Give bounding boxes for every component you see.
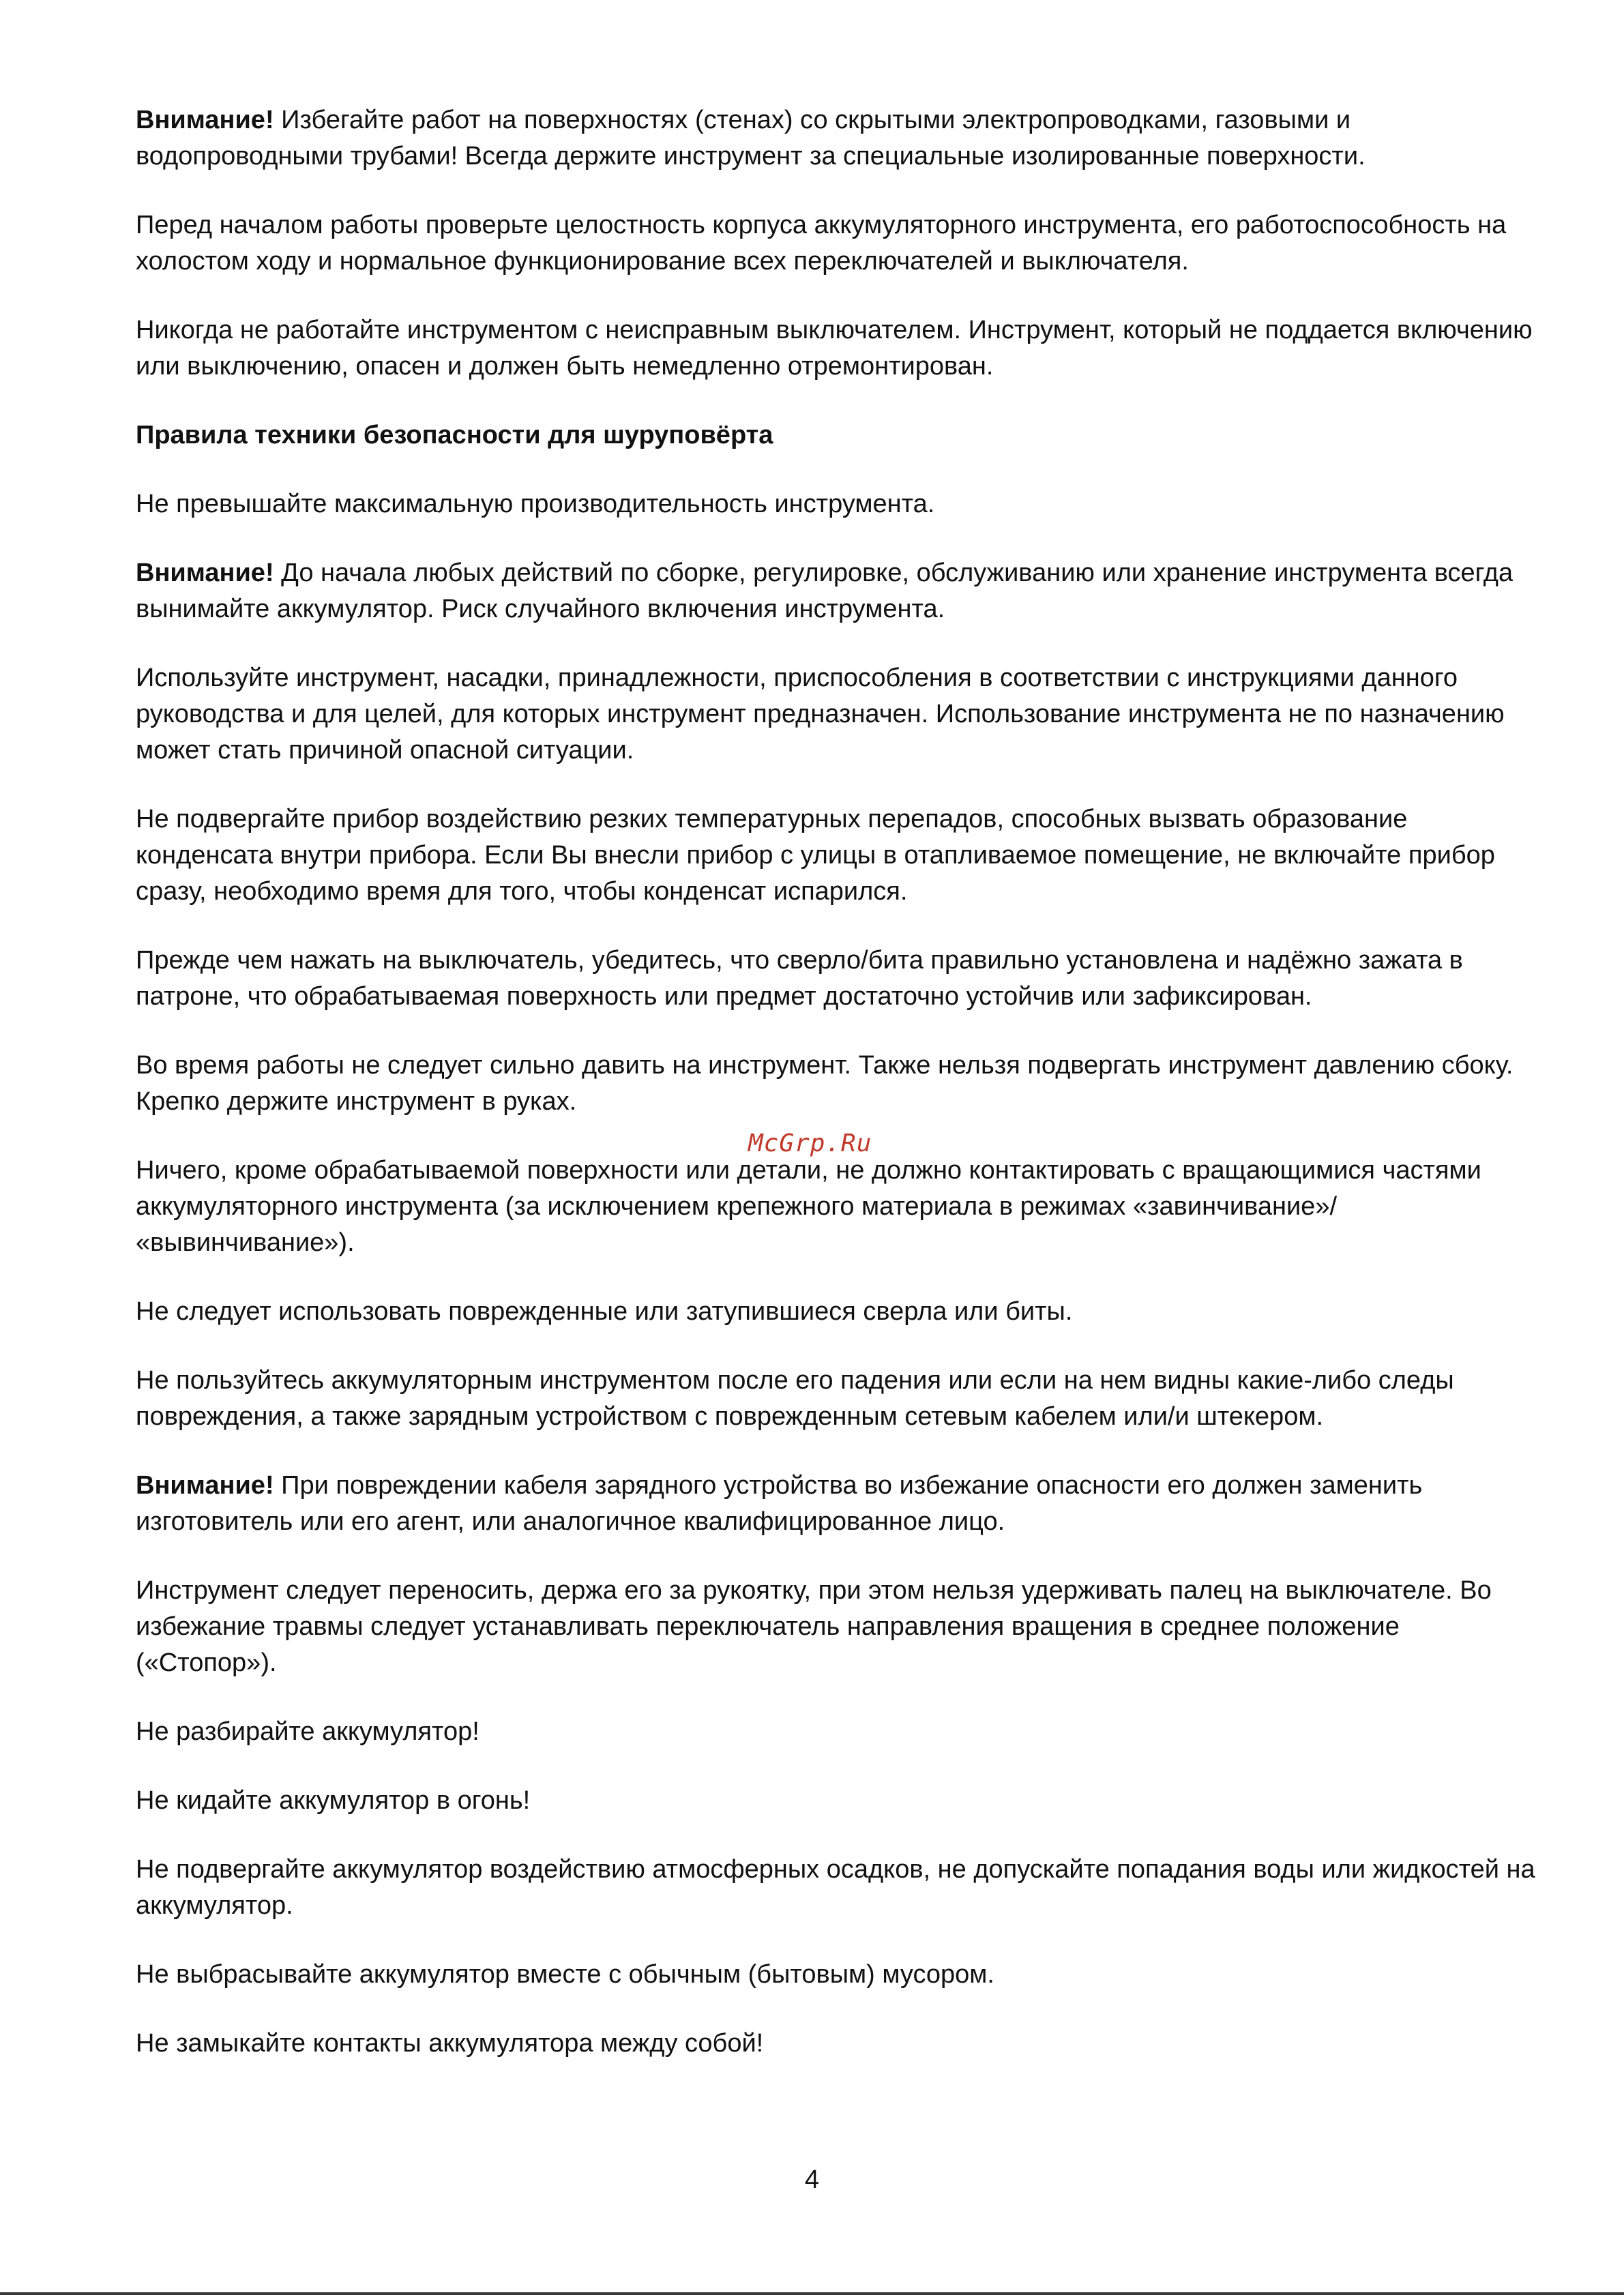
warning-label: Внимание! <box>136 559 274 587</box>
paragraph-text: Не следует использовать поврежденные или затупившиеся сверла или биты. <box>136 1297 1073 1326</box>
paragraph-text: Не пользуйтесь аккумуляторным инструментом после его падения или если на нем видны какие-либо следы повреждения, а также зарядным устройством с поврежденным сетевым кабелем или/и штекером. <box>136 1366 1454 1431</box>
paragraph-condensation <box>136 801 1541 910</box>
paragraph-warning-remove-battery <box>136 555 1541 627</box>
paragraph-faulty-switch <box>136 312 1541 385</box>
paragraph-text: Не подвергайте прибор воздействию резких температурных перепадов, способных вызвать образование конденсата внутри прибора. Если Вы внесли прибор с улицы в отапливаемое помещение, не включайте прибор сразу, необходимо время для того, чтобы конденсат испарился. <box>136 805 1495 906</box>
bottom-divider <box>0 2292 1624 2295</box>
paragraph-rotating-parts <box>136 1153 1541 1261</box>
paragraph-carry-tool <box>136 1573 1541 1681</box>
paragraph-text: Не замыкайте контакты аккумулятора между собой! <box>136 2029 764 2058</box>
paragraph-intended-use <box>136 660 1541 769</box>
paragraph-after-drop <box>136 1363 1541 1435</box>
warning-label: Внимание! <box>136 106 274 134</box>
paragraph-text: Перед началом работы проверьте целостность корпуса аккумуляторного инструмента, его работоспособность на холостом ходу и нормальное функционирование всех переключателей и выключателя. <box>136 211 1507 276</box>
paragraph-text: Во время работы не следует сильно давить на инструмент. Также нельзя подвергать инструмент давлению сбоку. Крепко держите инструмент в руках. <box>136 1051 1514 1116</box>
paragraph-text: Не выбрасывайте аккумулятор вместе с обычным (бытовым) мусором. <box>136 1960 994 1989</box>
page-number: 4 <box>804 2165 820 2194</box>
paragraph-check-housing <box>136 207 1541 280</box>
paragraph-no-moisture <box>136 1852 1541 1924</box>
paragraph-text: Не подвергайте аккумулятор воздействию атмосферных осадков, не допускайте попадания воды или жидкостей на аккумулятор. <box>136 1855 1535 1920</box>
paragraph-text: Инструмент следует переносить, держа его за рукоятку, при этом нельзя удерживать палец на выключателе. Во избежание травмы следует устанавливать переключатель направления вращения в среднее положение («Стопор»). <box>136 1576 1492 1677</box>
paragraph-text: Не превышайте максимальную производительность инструмента. <box>136 490 935 518</box>
page-content <box>136 102 1541 2094</box>
paragraph-disposal <box>136 1957 1541 1993</box>
paragraph-damaged-bits <box>136 1294 1541 1330</box>
paragraph-no-fire <box>136 1783 1541 1819</box>
paragraph-text: Не кидайте аккумулятор в огонь! <box>136 1786 531 1815</box>
paragraph-text: До начала любых действий по сборке, регулировке, обслуживанию или хранение инструмента всегда вынимайте аккумулятор. Риск случайного включения инструмента. <box>136 559 1514 623</box>
paragraph-text: При повреждении кабеля зарядного устройства во избежание опасности его должен заменить изготовитель или его агент, или аналогичное квалифицированное лицо. <box>136 1471 1423 1536</box>
paragraph-text: Прежде чем нажать на выключатель, убедитесь, что сверло/бита правильно установлена и надёжно зажата в патроне, что обрабатываемая поверхность или предмет достаточно устойчив или зафиксирован. <box>136 946 1463 1011</box>
paragraph-text: Избегайте работ на поверхностях (стенах) со скрытыми электропроводками, газовыми и водопроводными трубами! Всегда держите инструмент за специальные изолированные поверхности. <box>136 106 1365 171</box>
paragraph-text: Не разбирайте аккумулятор! <box>136 1717 479 1746</box>
paragraph-text: Никогда не работайте инструментом с неисправным выключателем. Инструмент, который не поддается включению или выключению, опасен и должен быть немедленно отремонтирован. <box>136 316 1533 381</box>
paragraph-bit-installed <box>136 943 1541 1015</box>
paragraph-warning-charger-cable <box>136 1468 1541 1540</box>
paragraph-no-disassemble <box>136 1714 1541 1750</box>
section-heading: Правила техники безопасности для шуруповёрта <box>136 421 773 449</box>
paragraph-warning-hidden-wiring <box>136 102 1541 175</box>
watermark: McGrp.Ru <box>748 1129 872 1157</box>
warning-label: Внимание! <box>136 1471 274 1500</box>
paragraph-max-performance <box>136 486 1541 522</box>
paragraph-short-circuit <box>136 2026 1541 2062</box>
paragraph-text: Ничего, кроме обрабатываемой поверхности или детали, не должно контактировать с вращающимися частями аккумуляторного инструмента (за исключением крепежного материала в режимах «завинчивание»/ «вывинчивание»). <box>136 1156 1481 1257</box>
paragraph-text: Используйте инструмент, насадки, принадлежности, приспособления в соответствии с инструкциями данного руководства и для целей, для которых инструмент предназначен. Использование инструмента не по назначению может стать причиной опасной ситуации. <box>136 664 1505 765</box>
paragraph-no-pressure <box>136 1048 1541 1120</box>
